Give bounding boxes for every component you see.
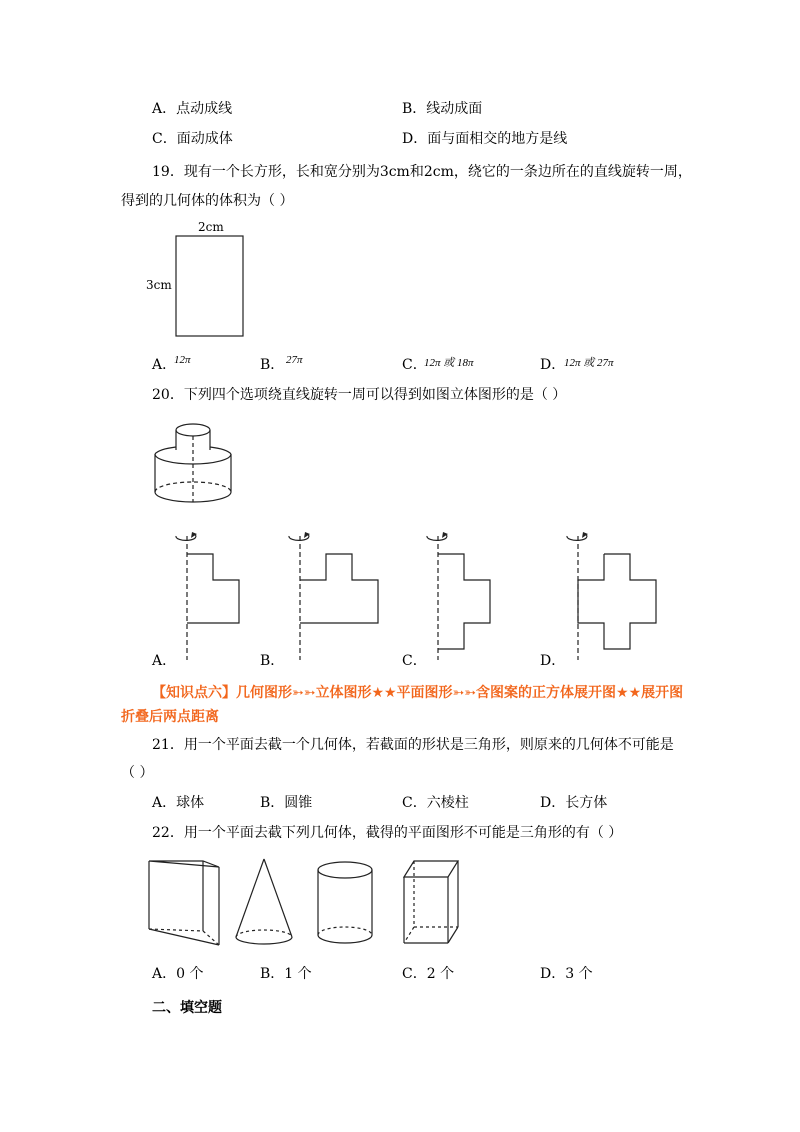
q20-option-b-figure: [283, 528, 393, 663]
q22-cylinder-figure: [315, 860, 385, 950]
q21-option-c: C．六棱柱: [402, 795, 469, 811]
q20-option-a-figure: [170, 528, 250, 663]
q19-option-b-label: B．: [260, 357, 285, 373]
q22-quadrilateral-prism-figure: [398, 855, 468, 950]
q22-text: 22．用一个平面去截下列几何体，截得的平面图形不可能是三角形的有（ ）: [152, 825, 623, 841]
q19-option-b-value: 27π: [286, 354, 303, 366]
q19-option-d-value: 12π 或 27π: [564, 357, 614, 369]
q20-option-c-figure: [421, 528, 501, 663]
q19-text-line2: 得到的几何体的体积为（ ）: [121, 193, 294, 209]
section-fill-in-heading: 二、填空题: [152, 1000, 222, 1016]
q19-option-a-label: A．: [152, 357, 177, 373]
q19-option-d-label: D．: [540, 357, 566, 373]
q19-text-line1: 19．现有一个长方形，长和宽分别为3cm和2cm，绕它的一条边所在的直线旋转一周，: [152, 164, 692, 180]
q22-triangular-prism-figure: [145, 855, 225, 950]
q20-solid-figure: [150, 420, 240, 510]
q20-option-a-label: A．: [152, 653, 177, 669]
q20-option-b-label: B．: [260, 653, 285, 669]
q22-option-a: A．0 个: [152, 966, 204, 982]
q20-option-d-label: D．: [540, 653, 566, 669]
q21-text-line2: （ ）: [121, 765, 154, 781]
q21-option-b: B．圆锥: [260, 795, 313, 811]
q18-option-d: D．面与面相交的地方是线: [402, 131, 568, 147]
q21-option-d: D．长方体: [540, 795, 608, 811]
q22-option-c: C．2 个: [402, 966, 455, 982]
q21-option-a: A．球体: [152, 795, 205, 811]
knowledge-point-heading-line1: 【知识点六】几何图形➳➳立体图形★★平面图形➳➳含图案的正方体展开图★★展开图: [152, 685, 684, 701]
q18-option-b: B．线动成面: [402, 101, 483, 117]
q22-option-b: B．1 个: [260, 966, 312, 982]
q19-width-label: 2cm: [198, 220, 224, 234]
q21-text-line1: 21．用一个平面去截一个几何体，若截面的形状是三角形，则原来的几何体不可能是: [152, 737, 674, 753]
knowledge-point-heading-line2: 折叠后两点距离: [121, 709, 219, 725]
q22-cone-figure: [232, 855, 302, 950]
q19-rectangle-figure: [175, 235, 245, 338]
q20-option-d-figure: [561, 528, 671, 663]
q19-length-label: 3cm: [146, 278, 172, 292]
q20-option-c-label: C．: [402, 653, 427, 669]
q18-option-c: C．面动成体: [152, 131, 233, 147]
q20-text: 20．下列四个选项绕直线旋转一周可以得到如图立体图形的是（ ）: [152, 387, 567, 403]
q19-option-c-label: C．: [402, 357, 427, 373]
q19-option-a-value: 12π: [174, 354, 191, 366]
q19-option-c-value: 12π 或 18π: [424, 357, 474, 369]
q18-option-a: A．点动成线: [152, 101, 233, 117]
q22-option-d: D．3 个: [540, 966, 593, 982]
